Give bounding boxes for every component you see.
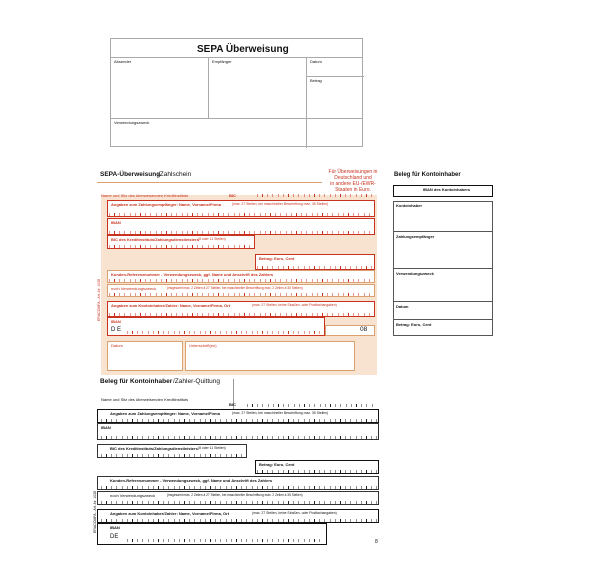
payer-note: (max. 27 Stellen, keine Straßen- oder Postfachangaben) <box>252 303 337 307</box>
iban-ticks <box>109 231 373 234</box>
de-prefix: DE <box>110 534 119 540</box>
absender-label: Absender <box>114 59 132 64</box>
payer-ticks <box>109 313 373 316</box>
payee-bic-note: (8 oder 11 Stellen) <box>198 237 226 241</box>
code-field <box>325 325 375 336</box>
payee-ticks <box>101 419 377 422</box>
receipt-field-label: Verwendungszweck <box>396 271 434 276</box>
receipt-field-label: Betrag: Euro, Cent <box>396 322 432 327</box>
notice-line: in andere EU-/EWR- <box>330 181 376 187</box>
bank-name-label: Name und Sitz des überweisenden Kreditinstituts <box>101 397 189 402</box>
date-label: Datum <box>111 343 123 348</box>
reference-label: Kunden-Referenznummer - Verwendungszweck, ggf. Name und Anschrift des Zahlers <box>110 478 273 483</box>
reference2-label: noch Verwendungszweck <box>111 286 157 291</box>
reference-ticks <box>101 486 377 489</box>
payer-iban-ticks <box>127 331 323 334</box>
payee-bic-note: (8 oder 11 Stellen) <box>198 446 226 450</box>
receipt-field-label: Datum <box>396 304 409 309</box>
iban-label: IBAN <box>111 220 121 225</box>
payee-note: (max. 27 Stellen, bei maschineller Beschriftung max. 35 Stellen) <box>232 411 329 415</box>
payer-iban-label: IBAN <box>111 319 121 324</box>
amount-label: Betrag: Euro, Cent <box>259 256 295 261</box>
datum-label: Datum <box>310 59 322 64</box>
bottom-form <box>93 373 389 578</box>
empfaenger-field[interactable] <box>209 57 307 118</box>
iban-ticks <box>101 436 377 439</box>
betrag-label: Betrag <box>310 78 322 83</box>
bank-name-label: Name und Sitz des überweisenden Kreditinstituts <box>101 193 189 198</box>
reference-ticks <box>109 279 373 282</box>
reference2-label: noch Verwendungszweck <box>110 493 156 498</box>
top-form-title: SEPA Überweisung <box>197 44 289 55</box>
payee-bic-label: BIC des Kreditinstituts/Zahlungsdienstleisters <box>111 237 199 242</box>
signature-label: Unterschrift(en) <box>189 343 217 348</box>
side-code: ERACOMFA - Art.-Nr. 1028 <box>93 490 97 533</box>
payer-label: Angaben zum Kontoinhaber/Zahler: Name, Vorname/Firma, Ort <box>110 511 230 516</box>
iban-label: IBAN <box>101 425 111 430</box>
bic-label: BIC <box>229 402 236 407</box>
reference2-ticks <box>101 501 377 504</box>
payee-label: Angaben zum Zahlungsempfänger: Name, Vorname/Firma <box>111 202 221 207</box>
payer-ticks <box>101 519 377 522</box>
reference2-note: (insgesamt max. 2 Zeilen à 27 Stellen, bei maschineller Beschriftung max. 2 Zeilen à 35 Stellen) <box>167 493 303 497</box>
side-code: ERACOMFA - Art.-Nr. 1028 <box>97 278 101 321</box>
divider <box>97 182 322 183</box>
notice-line: Deutschland und <box>334 175 372 181</box>
payer-note: (max. 27 Stellen, keine Straßen- oder Postfachangaben) <box>252 511 337 515</box>
amount-ticks <box>257 470 377 473</box>
payer-iban-ticks <box>127 539 323 542</box>
payee-bic-label: BIC des Kreditinstituts/Zahlungsdienstleisters <box>110 446 198 451</box>
payee-bic-ticks <box>101 454 245 457</box>
bank-bic-ticks <box>257 194 375 197</box>
code-8: 8 <box>375 539 378 545</box>
reference2-note: (insgesamt max. 2 Zeilen à 27 Stellen, bei maschineller Beschriftung max. 2 Zeilen à 35 Stellen) <box>167 286 303 290</box>
code-08: 08 <box>360 326 368 333</box>
notice-line: Staaten in Euro. <box>335 187 371 193</box>
amount-label: Betrag: Euro, Cent <box>259 462 295 467</box>
right-receipt <box>393 166 495 342</box>
payee-bic-ticks <box>109 245 253 248</box>
payer-iban-label: IBAN <box>110 525 120 530</box>
main-form-subtitle: /Zahlschein <box>158 171 192 178</box>
bottom-form-title: Beleg für Kontoinhaber <box>100 378 173 385</box>
top-form <box>110 38 363 147</box>
payee-note: (max. 27 Stellen, bei maschineller Beschriftung max. 35 Stellen) <box>232 202 329 206</box>
euro-notice <box>323 169 383 193</box>
empfaenger-label: Empfänger <box>212 59 232 64</box>
main-form <box>97 165 380 375</box>
receipt-field-label: Zahlungsempfänger <box>396 234 435 239</box>
receipt-iban-label: IBAN des Kontoinhabers <box>423 187 471 192</box>
reference2-ticks <box>109 293 373 296</box>
main-form-title: SEPA-Überweisung <box>100 171 161 178</box>
verwendungszweck-label: Verwendungszweck <box>114 120 150 125</box>
bank-bic-ticks <box>247 404 375 407</box>
absender-field[interactable] <box>111 57 209 118</box>
divider <box>307 76 364 77</box>
reference-label: Kunden-Referenznummer - Verwendungszweck, ggf. Name und Anschrift des Zahlers <box>111 272 274 277</box>
amount-ticks <box>257 266 373 269</box>
bic-label: BIC <box>229 193 236 198</box>
receipt-title: Beleg für Kontoinhaber <box>394 172 461 178</box>
payee-ticks <box>109 213 373 216</box>
payee-label: Angaben zum Zahlungsempfänger: Name, Vorname/Firma <box>110 411 220 416</box>
notice-line: Für Überweisungen in <box>328 169 378 175</box>
de-prefix: D E <box>111 327 122 333</box>
bottom-form-subtitle: /Zahler-Quittung <box>173 378 220 385</box>
payer-label: Angaben zum Kontoinhaber/Zahler: Name, Vorname/Firma, Ort <box>111 303 231 308</box>
receipt-field-label: Kontoinhaber <box>396 203 422 208</box>
